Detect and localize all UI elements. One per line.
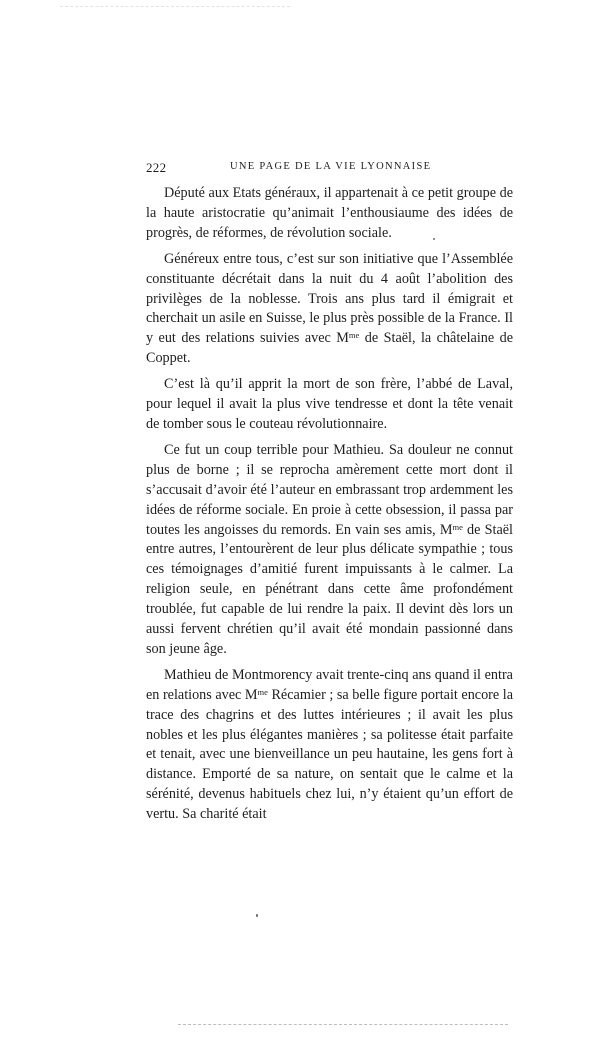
paragraph-text: Généreux entre tous, c’est sur son initiative que l’Assemblée constituante décrétait dans la nuit du 4 août l’abolition des privilèges de la noblesse. Trois ans plus tard il émigrait et cherchait un asile en Suisse, le plus près possible de la France. Il y eut des relations suivies avec M [146, 250, 513, 347]
paragraph-text-continued: Récamier ; sa belle figure portait encore la trace des chagrins et des luttes intérieures ; il avait les plus nobles et les plus élégantes manières ; sa politesse était parfaite et tenait, avec une bienveillance un peu hautaine, les gens fort à distance. Emporté de sa nature, on sentait que le calme et la sérénité, devenus habituels chez lui, n’y étaient qu’un effort de vertu. Sa charité était [146, 686, 513, 823]
paragraph-text-continued: de Staël, la châtelaine de Coppet. [146, 330, 514, 367]
paragraph-text: C’est là qu’il apprit la mort de son frère, l’abbé de Laval, pour lequel il avait la plus vive tendresse et dont la tête venait de tomber sous le couteau révolutionnaire. [146, 376, 513, 432]
paragraph [146, 441, 513, 660]
paragraph [146, 250, 513, 369]
superscript: me [257, 686, 268, 697]
scan-top-edge [60, 6, 290, 7]
paragraph [146, 375, 513, 435]
running-head: UNE PAGE DE LA VIE LYONNAISE [230, 161, 432, 172]
paragraph [146, 184, 513, 244]
scan-speck [256, 914, 258, 917]
paragraph-text: Ce fut un coup terrible pour Mathieu. Sa douleur ne connut plus de borne ; il se reprocha amèrement cette mort dont il s’accusait d’avoir été l’auteur en embrassant trop ardemment les idées de réforme sociale. En proie à cette obsession, il passa par toutes les angoisses du remords. En vain ses amis, M [146, 441, 513, 538]
paragraph-text: Mathieu de Montmorency avait trente-cinq ans quand il entra en relations avec M [146, 666, 513, 703]
paragraph-text: Député aux Etats généraux, il appartenait à ce petit groupe de la haute aristocratie qu’animait l’enthousiaume des idées de progrès, de réformes, de révolution sociale. [146, 185, 513, 241]
superscript: me [348, 330, 360, 341]
page-header [146, 160, 513, 178]
superscript: me [452, 521, 463, 532]
scan-speck [433, 238, 435, 240]
scan-bottom-edge [178, 1024, 508, 1025]
body-text [146, 184, 513, 831]
paragraph-text-continued: de Staël entre autres, l’entourèrent de leur plus délicate sympathie ; tous ces témoignages d’amitié furent impuissants à le calmer. La religion seule, en pénétrant dans cette âme profondément troublée, fut capable de lui rendre la paix. Il devint dès lors un aussi fervent chrétien qu’il avait été mondain passionné dans son jeune âge. [146, 521, 513, 657]
paragraph [146, 666, 513, 825]
page-number: 222 [146, 160, 167, 175]
